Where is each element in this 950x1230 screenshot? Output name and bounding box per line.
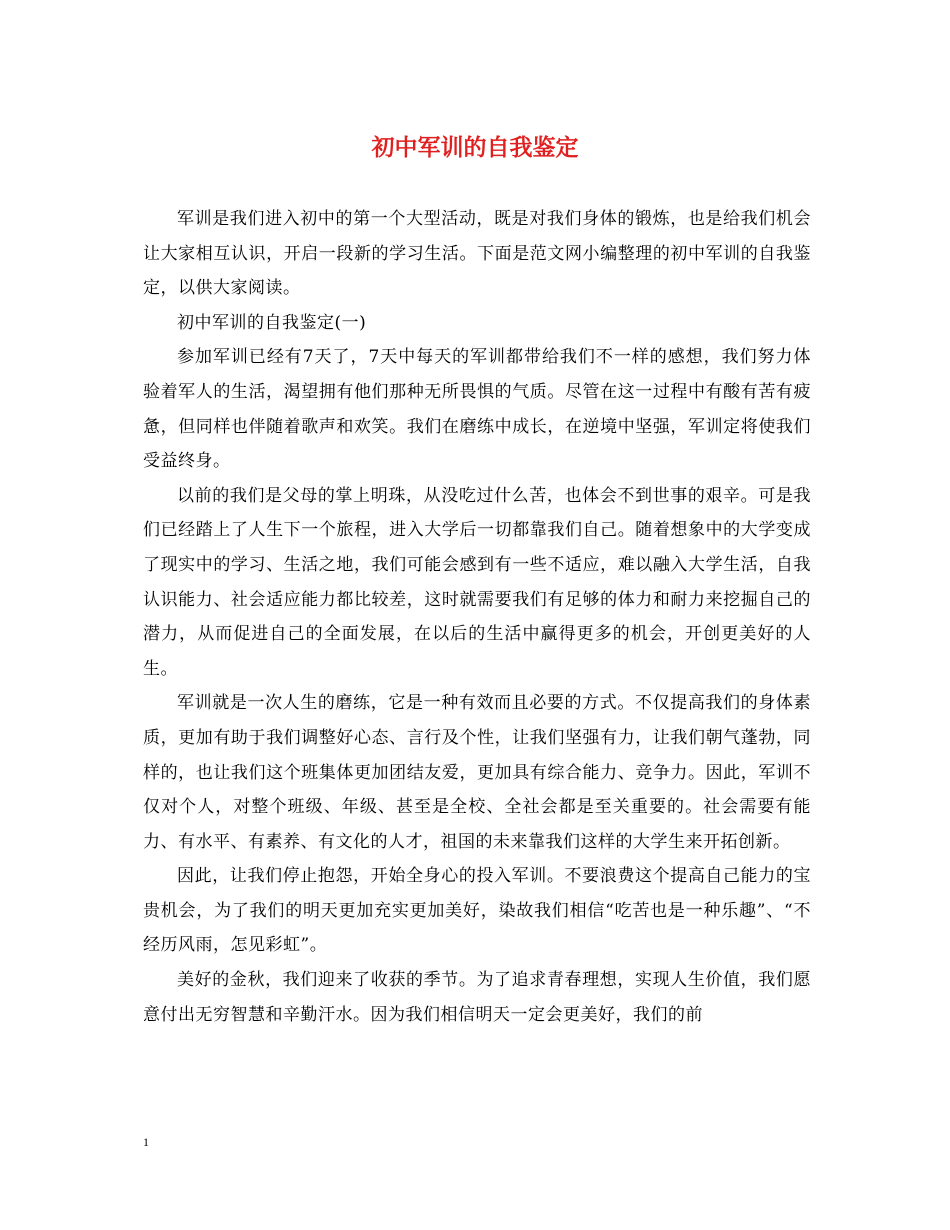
paragraph-intro: 军训是我们进入初中的第一个大型活动，既是对我们身体的锻炼，也是给我们机会让大家相互认识，开启一段新的学习生活。下面是范文网小编整理的初中军训的自我鉴定，以供大家阅读。 bbox=[143, 209, 811, 299]
paragraph: 因此，让我们停止抱怨，开始全身心的投入军训。不要浪费这个提高自己能力的宝贵机会，为了我们的明天更加充实更加美好，染故我们相信“吃苦也是一种乐趣”、“不经历风雨，怎见彩虹”。 bbox=[143, 866, 811, 956]
document-title: 初中军训的自我鉴定 bbox=[371, 134, 579, 161]
page-number: 1 bbox=[143, 1135, 149, 1149]
paragraph: 以前的我们是父母的掌上明珠，从没吃过什么苦，也体会不到世事的艰辛。可是我们已经踏上了人生下一个旅程，进入大学后一切都靠我们自己。随着想象中的大学变成了现实中的学习、生活之地，我们可能会感到有一些不适应，难以融入大学生活，自我认识能力、社会适应能力都比较差，这时就需要我们有足够的体力和耐力来挖掘自己的潜力，从而促进自己的全面发展，在以后的生活中赢得更多的机会，开创更美好的人生。 bbox=[143, 485, 811, 679]
document-body bbox=[143, 202, 811, 1032]
paragraph: 美好的金秋，我们迎来了收获的季节。为了追求青春理想，实现人生价值，我们愿意付出无穷智慧和辛勤汗水。因为我们相信明天一定会更美好，我们的前 bbox=[143, 970, 811, 1025]
section-heading: 初中军训的自我鉴定(一) bbox=[177, 312, 367, 333]
paragraph: 参加军训已经有7天了，7天中每天的军训都带给我们不一样的感想，我们努力体验着军人的生活，渴望拥有他们那种无所畏惧的气质。尽管在这一过程中有酸有苦有疲惫，但同样也伴随着歌声和欢笑。我们在磨练中成长，在逆境中坚强，军训定将使我们受益终身。 bbox=[143, 347, 811, 472]
paragraph: 军训就是一次人生的磨练，它是一种有效而且必要的方式。不仅提高我们的身体素质，更加有助于我们调整好心态、言行及个性，让我们坚强有力，让我们朝气蓬勃，同样的，也让我们这个班集体更加团结友爱，更加具有综合能力、竞争力。因此，军训不仅对个人，对整个班级、年级、甚至是全校、全社会都是至关重要的。社会需要有能力、有水平、有素养、有文化的人才，祖国的未来靠我们这样的大学生来开拓创新。 bbox=[143, 693, 811, 852]
